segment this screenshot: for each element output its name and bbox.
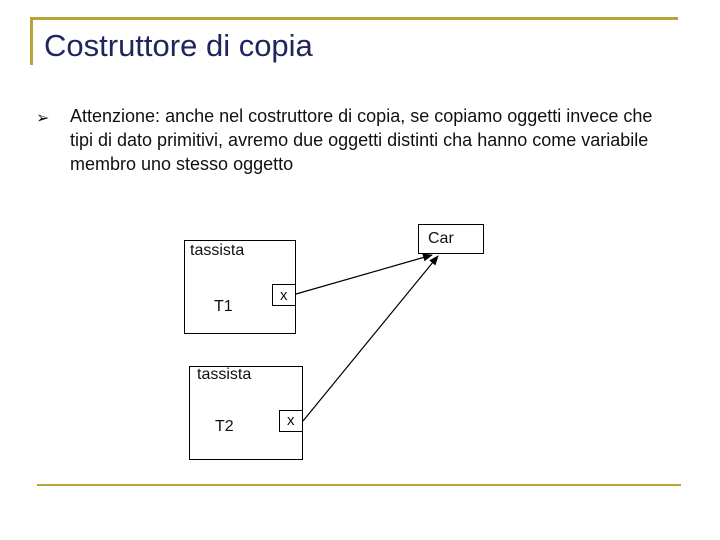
footer-accent-line (37, 484, 681, 486)
slide-title: Costruttore di copia (44, 28, 313, 63)
car-label: Car (428, 230, 454, 247)
arrowhead-bullet-icon: ➢ (36, 110, 50, 127)
object-name-t1: T1 (214, 298, 233, 315)
reference-arrow-2 (303, 256, 438, 421)
bullet-text: Attenzione: anche nel costruttore di copia, se copiamo oggetti invece che tipi di dato primitivi, avremo due oggetti distinti cha hanno come variabile membro uno stesso oggetto (70, 106, 653, 174)
object-name-t2: T2 (215, 418, 234, 435)
tassista-label-2: tassista (197, 366, 252, 383)
member-x-label-1: x (280, 287, 288, 304)
tassista-label-1: tassista (190, 242, 245, 259)
member-x-label-2: x (287, 412, 295, 429)
